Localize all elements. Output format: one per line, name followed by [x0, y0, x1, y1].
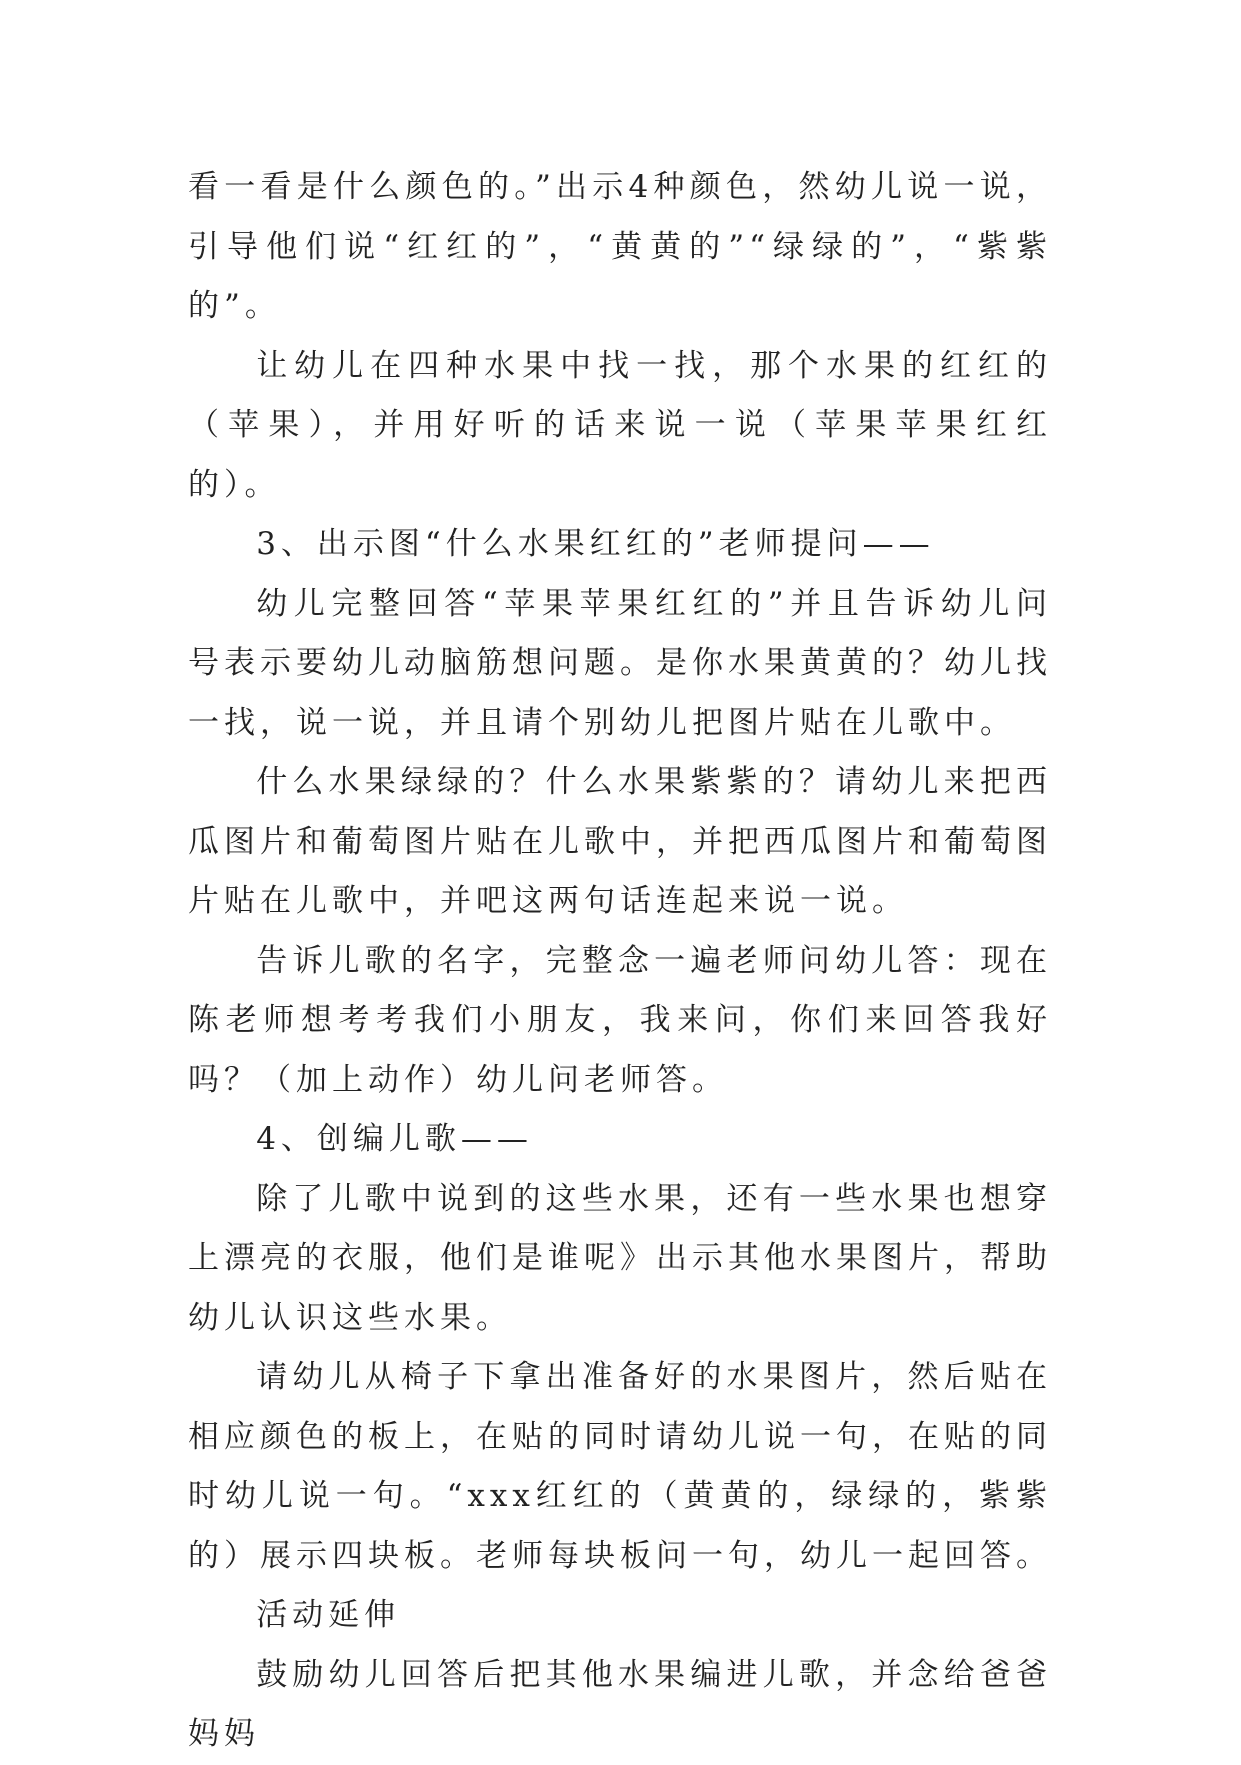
paragraph-5: 什么水果绿绿的？什么水果紫紫的？请幼儿来把西瓜图片和葡萄图片贴在儿歌中，并把西瓜图片和葡萄图片贴在儿歌中，并吧这两句话连起来说一说。	[188, 764, 1052, 919]
paragraph-4: 幼儿完整回答“苹果苹果红红的”并且告诉幼儿问号表示要幼儿动脑筋想问题。是你水果黄黄的？幼儿找一找，说一说，并且请个别幼儿把图片贴在儿歌中。	[188, 585, 1052, 741]
paragraph-9: 请幼儿从椅子下拿出准备好的水果图片，然后贴在相应颜色的板上，在贴的同时请幼儿说一句，在贴的同时幼儿说一句。“xxx红红的（黄黄的，绿绿的，紫紫的）展示四块板。老师每块板问一句，幼儿一起回答。	[188, 1359, 1052, 1574]
section-heading-3: 3、出示图“什么水果红红的”老师提问——	[256, 526, 935, 562]
paragraph-11: 鼓励幼儿回答后把其他水果编进儿歌，并念给爸爸妈妈	[188, 1656, 1052, 1752]
document-body	[188, 158, 1052, 1765]
section-heading-activity-extension: 活动延伸	[256, 1597, 401, 1633]
paragraph-6: 告诉儿歌的名字，完整念一遍老师问幼儿答：现在陈老师想考考我们小朋友，我来问，你们来回答我好吗？（加上动作）幼儿问老师答。	[188, 942, 1052, 1098]
paragraph-8: 除了儿歌中说到的这些水果，还有一些水果也想穿上漂亮的衣服，他们是谁呢》出示其他水果图片，帮助幼儿认识这些水果。	[188, 1180, 1052, 1336]
section-heading-4: 4、创编儿歌——	[256, 1121, 533, 1157]
paragraph-2: 让幼儿在四种水果中找一找，那个水果的红红的（苹果），并用好听的话来说一说（苹果苹果红红的）。	[188, 347, 1052, 503]
paragraph-1: 看一看是什么颜色的。”出示4种颜色，然幼儿说一说，引导他们说“红红的”，“黄黄的”“绿绿的”，“紫紫的”。	[188, 169, 1052, 324]
